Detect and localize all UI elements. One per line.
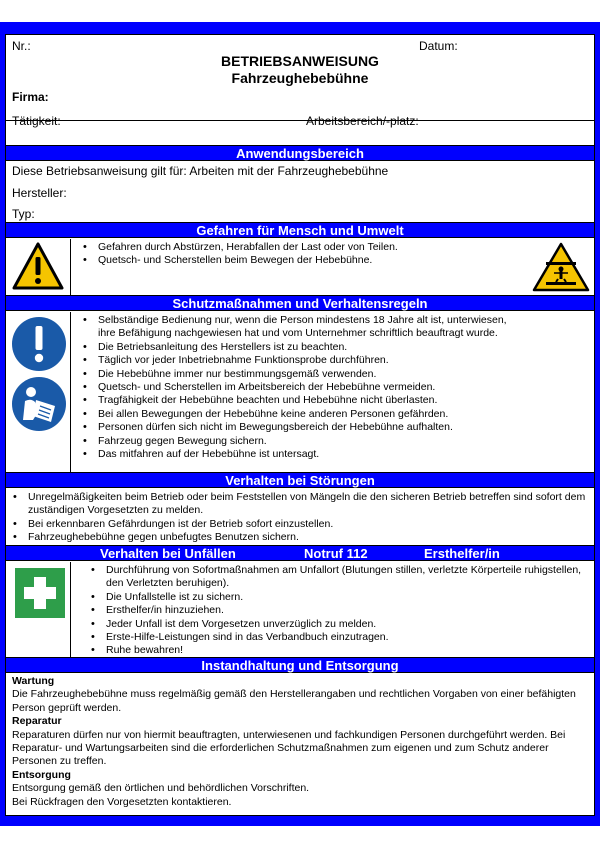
gefahren-body (6, 239, 594, 295)
unfaelle-heading: Verhalten bei Unfällen (100, 546, 236, 561)
hersteller-label: Hersteller: (12, 186, 67, 200)
list-item: • Ruhe bewahren! (84, 644, 584, 657)
reparatur-title: Reparatur (12, 715, 62, 728)
section-heading-stoerungen: Verhalten bei Störungen (6, 472, 594, 488)
anwendungsbereich-scope: Diese Betriebsanweisung gilt für: Arbeiten mit der Fahrzeughebebühne (12, 164, 389, 178)
header (6, 35, 594, 128)
section-heading-instandhaltung: Instandhaltung und Entsorgung (6, 657, 594, 673)
list-item: • Fahrzeughebebühne gegen unbefugtes Benutzen sichern. (6, 531, 586, 544)
crush-hazard-icon (532, 242, 590, 292)
datum-label: Datum: (419, 39, 458, 53)
warning-triangle-icon (12, 242, 64, 290)
list-item: • Gefahren durch Abstürzen, Herabfallen der Last oder von Teilen. (76, 241, 516, 254)
page-frame (0, 22, 600, 826)
divider (70, 239, 71, 295)
section-heading-schutzmassnahmen: Schutzmaßnahmen und Verhaltensregeln (6, 295, 594, 311)
schutz-list (76, 314, 516, 461)
list-item: • Die Betriebsanleitung des Herstellers ist zu beachten. (76, 341, 516, 354)
nr-label: Nr.: (12, 39, 31, 53)
section-heading-anwendungsbereich: Anwendungsbereich (6, 145, 594, 161)
divider (70, 312, 71, 472)
arbeitsbereich-label: Arbeitsbereich/-platz: (306, 114, 419, 128)
anwendungsbereich-body (6, 162, 594, 222)
unfaelle-list (84, 564, 584, 658)
list-item: • Erste-Hilfe-Leistungen sind in das Verbandbuch einzutragen. (84, 631, 584, 644)
section-heading-unfaelle (6, 545, 594, 561)
read-manual-icon (11, 376, 67, 432)
typ-label: Typ: (12, 207, 35, 221)
list-item: • Die Hebebühne immer nur bestimmungsgemäß verwenden. (76, 368, 516, 381)
stoerungen-body (6, 489, 594, 545)
unfaelle-body (6, 562, 594, 657)
list-item: • Quetsch- und Scherstellen beim Bewegen der Hebebühne. (76, 254, 516, 267)
list-item: • Täglich vor jeder Inbetriebnahme Funktionsprobe durchführen. (76, 354, 516, 367)
rueckfragen-text: Bei Rückfragen den Vorgesetzten kontaktieren. (12, 795, 232, 808)
notruf-label: Notruf 112 (304, 546, 368, 561)
firma-label: Firma: (12, 90, 49, 104)
entsorgung-title: Entsorgung (12, 768, 71, 781)
ersthelfer-label: Ersthelfer/in (424, 546, 500, 561)
list-item: • Selbständige Bedienung nur, wenn die Person mindestens 18 Jahre alt ist, unterwiesen, ihre Befähigung nachgewiesen hat und vom Unternehmer schriftlich beauftragt wurde. (76, 314, 516, 341)
instandhaltung-body (6, 675, 594, 809)
list-item: • Bei allen Bewegungen der Hebebühne keine anderen Personen gefährden. (76, 408, 516, 421)
list-item: • Tragfähigkeit der Hebebühne beachten und Hebebühne nicht überlasten. (76, 394, 516, 407)
general-mandatory-icon (11, 316, 67, 372)
list-item: • Quetsch- und Scherstellen im Arbeitsbereich der Hebebühne vermeiden. (76, 381, 516, 394)
list-item: • Unregelmäßigkeiten beim Betrieb oder beim Feststellen von Mängeln die den sicheren Betrieb betreffen sind sofort dem zuständigen Vorgesetzten zu melden. (6, 491, 586, 518)
entsorgung-text: Entsorgung gemäß den örtlichen und behördlichen Vorschriften. (12, 782, 310, 795)
reparatur-text: Reparaturen dürfen nur von hiermit beauftragten, unterwiesenen und fachkundigen Personen durchgeführt werden. Bei Reparatur- und Wartungsarbeiten sind die erforderlichen Schutzmaßnahmen zum eigenen und zum Schutz anderer Personen zu treffen. (12, 728, 566, 768)
taetigkeit-label: Tätigkeit: (12, 114, 61, 128)
section-heading-gefahren: Gefahren für Mensch und Umwelt (6, 222, 594, 238)
wartung-title: Wartung (12, 675, 55, 687)
gefahren-list (76, 241, 516, 268)
operating-instructions-sheet (5, 34, 595, 816)
list-item: • Durchführung von Sofortmaßnahmen am Unfallort (Blutungen stillen, verletzte Körperteile ruhigstellen, den Verletzten beruhigen). (84, 564, 584, 591)
document-title: BETRIEBSANWEISUNG (221, 53, 379, 69)
list-item: • Das mitfahren auf der Hebebühne ist untersagt. (76, 448, 516, 461)
schutz-body (6, 312, 594, 472)
divider (70, 562, 71, 657)
wartung-text: Die Fahrzeughebebühne muss regelmäßig gemäß den Herstellerangaben und rechtlichen Vorgaben von einer befähigten Person geprüft werden. (12, 688, 576, 714)
list-item: • Personen dürfen sich nicht im Bewegungsbereich der Hebebühne aufhalten. (76, 421, 516, 434)
list-item: • Fahrzeug gegen Bewegung sichern. (76, 435, 516, 448)
list-item: • Jeder Unfall ist dem Vorgesetzen unverzüglich zu melden. (84, 618, 584, 631)
first-aid-icon (15, 568, 65, 618)
list-item: • Bei erkennbaren Gefährdungen ist der Betrieb sofort einzustellen. (6, 518, 586, 531)
stoerungen-list (6, 491, 586, 545)
list-item: • Die Unfallstelle ist zu sichern. (84, 591, 584, 604)
list-item: • Ersthelfer/in hinzuziehen. (84, 604, 584, 617)
document-subtitle: Fahrzeughebebühne (231, 70, 369, 86)
